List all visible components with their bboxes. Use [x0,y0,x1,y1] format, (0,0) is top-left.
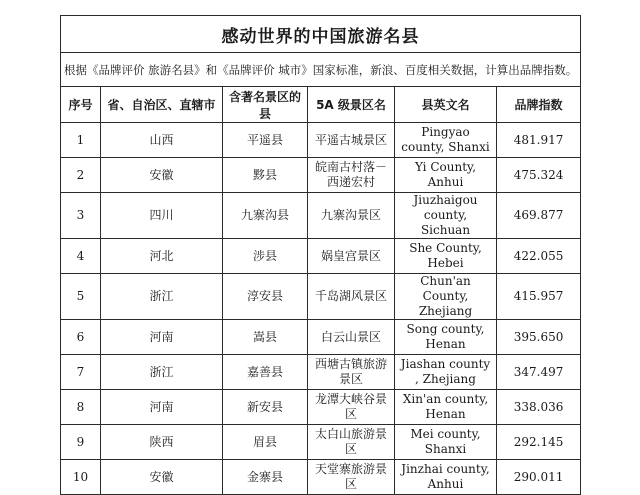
rank-cell: 3 [61,193,101,239]
province-cell: 安徽 [101,158,223,193]
province-cell: 河南 [101,390,223,425]
scenic-area-cell: 西塘古镇旅游景区 [308,355,395,390]
brand-index-cell: 415.957 [497,274,581,320]
brand-index-cell: 475.324 [497,158,581,193]
county-cell: 嵩县 [223,320,308,355]
brand-index-cell: 481.917 [497,123,581,158]
table-title: 感动世界的中国旅游名县 [61,16,581,53]
english-name-cell: She County, Hebei [395,239,497,274]
table-row [61,239,581,274]
county-cell: 淳安县 [223,274,308,320]
province-cell: 四川 [101,193,223,239]
province-cell: 安徽 [101,460,223,495]
scenic-area-cell: 九寨沟景区 [308,193,395,239]
table-row [61,320,581,355]
brand-index-cell: 292.145 [497,425,581,460]
scenic-area-cell: 平遥古城景区 [308,123,395,158]
title-row [61,16,581,53]
rank-cell: 8 [61,390,101,425]
english-name-cell: Jinzhai county, Anhui [395,460,497,495]
table-row [61,390,581,425]
scenic-area-cell: 太白山旅游景区 [308,425,395,460]
rank-cell: 10 [61,460,101,495]
table-row [61,460,581,495]
header-brand-index: 品牌指数 [497,87,581,123]
county-cell: 眉县 [223,425,308,460]
table-row [61,425,581,460]
scenic-area-cell: 天堂寨旅游景区 [308,460,395,495]
ranking-table [60,15,581,495]
rank-cell: 2 [61,158,101,193]
english-name-cell: Mei county, Shanxi [395,425,497,460]
note-row [61,53,581,87]
province-cell: 山西 [101,123,223,158]
header-county: 含著名景区的县 [223,87,308,123]
english-name-cell: Song county, Henan [395,320,497,355]
brand-index-cell: 469.877 [497,193,581,239]
scenic-area-cell: 龙潭大峡谷景区 [308,390,395,425]
scenic-area-cell: 娲皇宫景区 [308,239,395,274]
brand-index-cell: 422.055 [497,239,581,274]
rank-cell: 9 [61,425,101,460]
table-row [61,193,581,239]
province-cell: 浙江 [101,274,223,320]
header-province: 省、自治区、直辖市 [101,87,223,123]
scenic-area-cell: 白云山景区 [308,320,395,355]
brand-index-cell: 338.036 [497,390,581,425]
county-cell: 新安县 [223,390,308,425]
brand-index-cell: 290.011 [497,460,581,495]
english-name-cell: Jiashan county , Zhejiang [395,355,497,390]
header-english-name: 县英文名 [395,87,497,123]
brand-index-cell: 347.497 [497,355,581,390]
table-row [61,123,581,158]
province-cell: 河南 [101,320,223,355]
english-name-cell: Chun'an County, Zhejiang [395,274,497,320]
rank-cell: 4 [61,239,101,274]
province-cell: 浙江 [101,355,223,390]
english-name-cell: Pingyao county, Shanxi [395,123,497,158]
county-cell: 嘉善县 [223,355,308,390]
header-rank: 序号 [61,87,101,123]
english-name-cell: Xin'an county, Henan [395,390,497,425]
table-row [61,158,581,193]
brand-index-cell: 395.650 [497,320,581,355]
header-scenic-area: 5A 级景区名 [308,87,395,123]
document-sheet [60,15,580,495]
rank-cell: 7 [61,355,101,390]
county-cell: 金寨县 [223,460,308,495]
county-cell: 涉县 [223,239,308,274]
english-name-cell: Jiuzhaigou county, Sichuan [395,193,497,239]
province-cell: 河北 [101,239,223,274]
table-note: 根据《品牌评价 旅游名县》和《品牌评价 城市》国家标准，新浪、百度相关数据，计算出品牌指数。 [61,53,581,87]
table-row [61,355,581,390]
rank-cell: 1 [61,123,101,158]
province-cell: 陕西 [101,425,223,460]
county-cell: 九寨沟县 [223,193,308,239]
english-name-cell: Yi County, Anhui [395,158,497,193]
scenic-area-cell: 皖南古村落－西递宏村 [308,158,395,193]
header-row [61,87,581,123]
county-cell: 黟县 [223,158,308,193]
scenic-area-cell: 千岛湖风景区 [308,274,395,320]
county-cell: 平遥县 [223,123,308,158]
rank-cell: 6 [61,320,101,355]
rank-cell: 5 [61,274,101,320]
table-row [61,274,581,320]
